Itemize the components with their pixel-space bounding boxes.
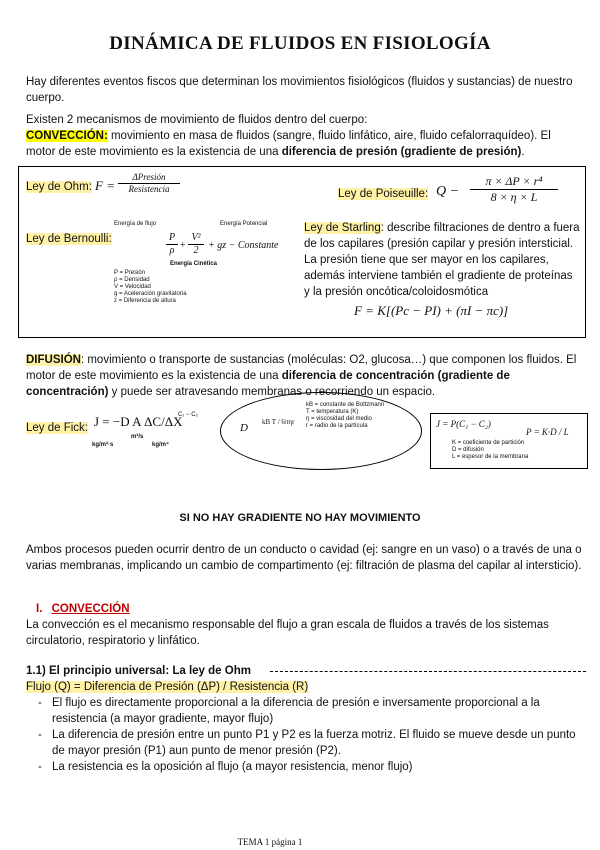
poiseuille-fraction xyxy=(470,174,558,205)
ellipse-fraction: kB T / 6πηr xyxy=(262,418,295,426)
both-processes-paragraph: Ambos procesos pueden ocurrir dentro de un conducto o cavidad (ej: sangre en un vaso) o a través de una o varias membranas, implicando un cambio de compartimento (ej: filtración de plasma del capilar al intersticio). xyxy=(26,544,582,572)
poiseuille-numerator: π × ΔP × r⁴ xyxy=(470,174,558,190)
conveccion-label: CONVECCIÓN: xyxy=(26,130,108,142)
fick-c-label: C₁ − C₂ xyxy=(178,412,198,418)
no-gradient-statement: SI NO HAY GRADIENTE NO HAY MOVIMIENTO xyxy=(179,512,421,524)
bernoulli-legend xyxy=(114,270,234,305)
list-item: - La resistencia es la oposición al flujo (a mayor resistencia, menor flujo) xyxy=(30,759,582,775)
bernoulli-kinetic: Energía Cinética xyxy=(170,261,218,267)
legend-item: η = viscosidad del medio xyxy=(306,416,372,422)
ohm-law xyxy=(26,178,115,195)
difusion-text-b: y puede ser atravesando membranas o recorriendo un espacio. xyxy=(108,386,436,398)
legend-item: ρ = Densidad xyxy=(114,277,150,283)
bernoulli-potential-energy: Energía Potencial xyxy=(220,221,268,227)
section-title: CONVECCIÓN xyxy=(51,603,130,615)
legend-item: V = Velocidad xyxy=(114,284,151,290)
legend-item: g = Aceleración gravitatoria xyxy=(114,291,187,297)
legend-item: P = Presión xyxy=(114,270,146,276)
conveccion-paragraph xyxy=(26,128,582,160)
legend-item: z = Diferencia de altura xyxy=(114,298,176,304)
subsection-heading: 1.1) El principio universal: La ley de Ohm xyxy=(26,665,251,677)
mechanisms-intro: Existen 2 mecanismos de movimiento de fluidos dentro del cuerpo: xyxy=(26,114,368,126)
conveccion-text-b: . xyxy=(521,146,525,158)
bernoulli-label: Ley de Bernoulli: xyxy=(26,233,112,245)
difusion-text-a: : movimiento o transporte de sustancias (moléculas: O2, glucosa…) que componen los fluidos. El motor de este movimiento es la existencia de una xyxy=(26,354,577,382)
intro-paragraph: Hay diferentes eventos fiscos que determinan los movimientos fisiológicos (fluidos y sustancias) de nuestro cuerpo. xyxy=(26,76,573,104)
bullet-list xyxy=(30,695,582,775)
legend-item: T = temperatura (K) xyxy=(306,409,359,415)
fick-unit: m²/s xyxy=(131,434,144,440)
permeability-p: P = K·D / L xyxy=(526,427,569,437)
permeability-j: J = P(C₁ − C₂) xyxy=(436,419,491,429)
ohm-fraction xyxy=(118,172,180,195)
legend-item: r = radio de la partícula xyxy=(306,423,368,429)
ellipse-legend xyxy=(306,402,416,430)
conveccion-bold: diferencia de presión (gradiente de presión) xyxy=(281,146,522,158)
ohm-label: Ley de Ohm: xyxy=(26,181,92,193)
fick-formula: J = −D A ΔC/ΔX xyxy=(94,414,183,429)
poiseuille-label: Ley de Poiseuille: xyxy=(338,188,429,200)
bernoulli-v-fraction: V² 2 xyxy=(188,232,204,257)
ohm-numerator: ΔPresión xyxy=(118,172,180,184)
starling-label: Ley de Starling xyxy=(304,222,381,234)
starling-formula: F = K[(Pc − PI) + (πI − πc)] xyxy=(354,303,509,318)
list-item: - El flujo es directamente proporcional a la diferencia de presión e inversamente proporcional a la resistencia (a mayor gradiente, mayor flujo) xyxy=(30,695,582,727)
list-item: - La diferencia de presión entre un punto P1 y P2 es la fuerza motriz. El fluido se mueve desde un punto de mayor presión (P1) aun punto de menor presión (P2). xyxy=(30,727,582,759)
fick-unit: kg/m⁴ xyxy=(152,442,169,448)
fick-unit: kg/m²·s xyxy=(92,442,114,448)
ohm-f: F = xyxy=(95,178,116,193)
legend-item: K = coeficiente de partición xyxy=(452,440,525,446)
fick-label: Ley de Fick: xyxy=(26,422,88,434)
bernoulli-rest: + gz − Constante xyxy=(208,240,279,251)
conveccion-text-a: movimiento en masa de fluidos (sangre, fluido linfático, aire, fluido cefalorraquídeo). El motor de este movimiento es la existencia de una xyxy=(26,130,551,158)
ohm-formula-line: Flujo (Q) = Diferencia de Presión (ΔP) / Resistencia (R) xyxy=(26,681,309,693)
section-intro: La convección es el mecanismo responsable del flujo a gran escala de fluidos a través de los sistemas circulatorio, respiratorio y linfático. xyxy=(26,619,549,647)
difusion-bold: diferencia de concentración (gradiente de concentración) xyxy=(26,370,510,398)
heading-rule xyxy=(270,671,586,672)
ohm-denominator: Resistencia xyxy=(128,184,170,194)
poiseuille-lhs: Q − xyxy=(436,184,460,199)
difusion-label: DIFUSIÓN xyxy=(26,354,81,366)
page-footer: TEMA 1 página 1 xyxy=(237,837,303,847)
section-number: I. xyxy=(36,603,43,615)
starling-paragraph xyxy=(304,220,580,300)
page-title: DINÁMICA DE FLUIDOS EN FISIOLOGÍA xyxy=(109,33,491,54)
permeability-legend xyxy=(452,440,582,461)
section-heading xyxy=(36,601,130,617)
legend-item: L = espesor de la membrana xyxy=(452,454,529,460)
legend-item: kB = constante de Boltzmann xyxy=(306,402,385,408)
starling-text: : describe filtraciones de dentro a fuera de los capilares (presión capilar y presión intersticial. La presión tiene que ser mayor en los capilares, además interviene también el gradiente de proteínas y la presión oncótica/coloidosmótica xyxy=(304,222,580,298)
bernoulli-flow-energy: Energía de flujo xyxy=(114,221,157,227)
bernoulli-p-fraction: P ρ xyxy=(166,232,178,257)
ellipse-d: D xyxy=(240,422,248,434)
legend-item: D = difusión xyxy=(452,447,484,453)
poiseuille-denominator: 8 × η × L xyxy=(490,190,538,204)
